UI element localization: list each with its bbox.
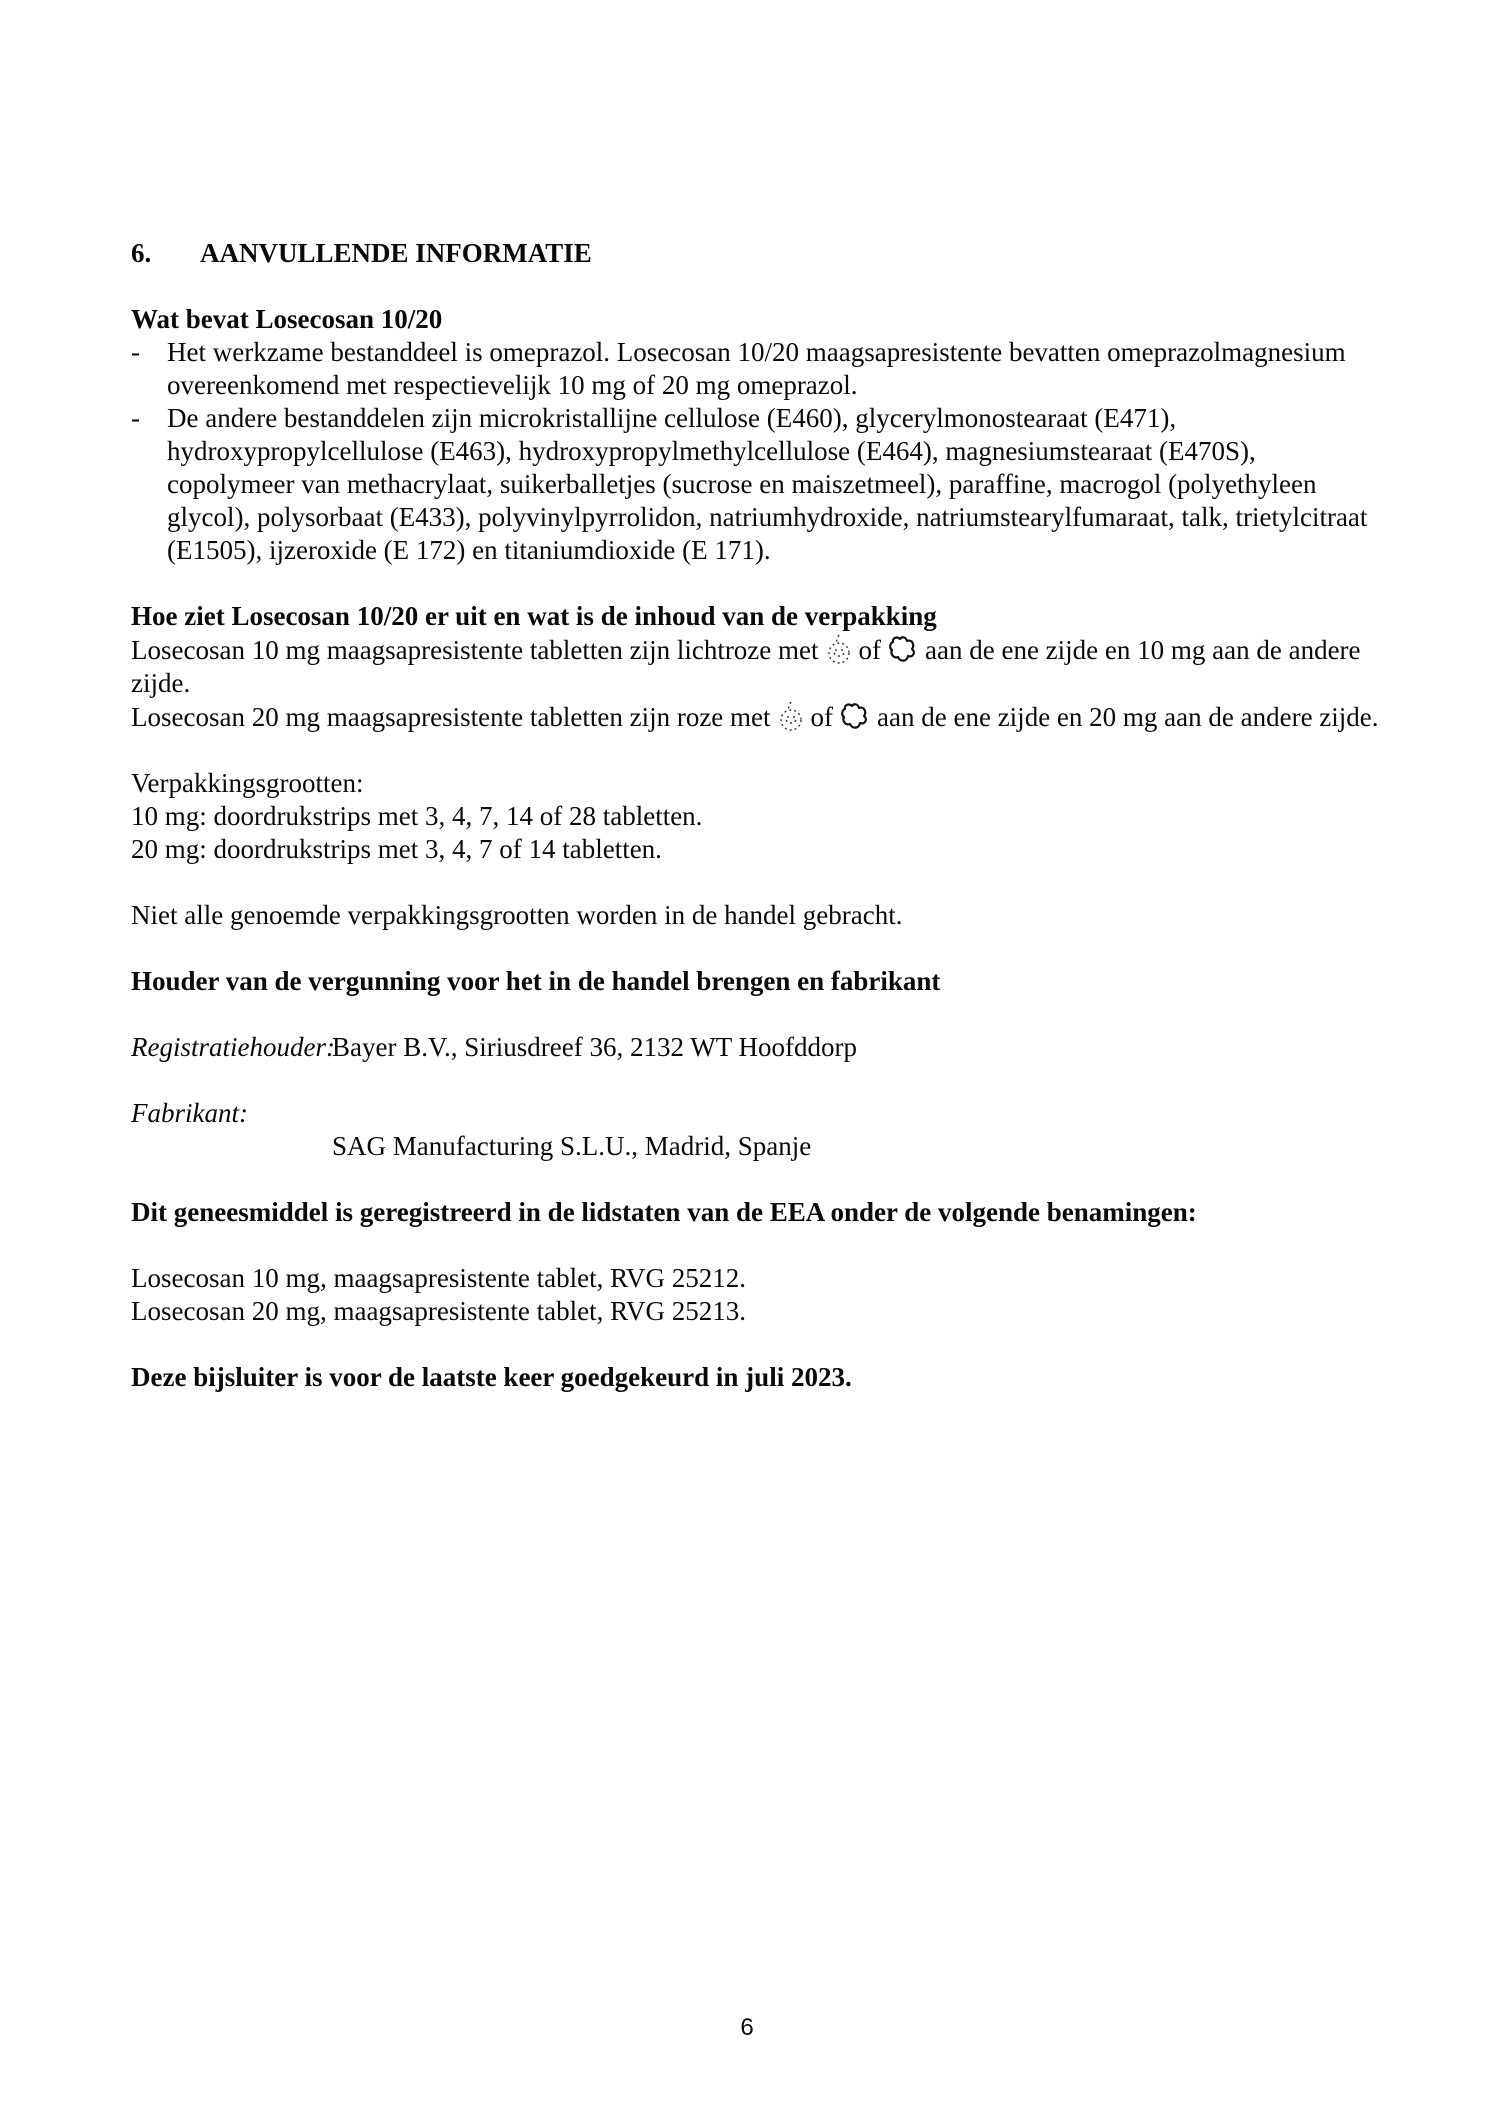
- eea-registrations-block: [131, 1262, 1383, 1328]
- appearance-10mg-after: aan de ene zijde en 10 mg aan de andere zijde.: [131, 635, 1361, 698]
- registration-holder-value: Bayer B.V., Siriusdreef 36, 2132 WT Hoofddorp: [332, 1032, 857, 1062]
- bullet-marker: -: [131, 337, 140, 367]
- appearance-20mg-after: aan de ene zijde en 20 mg aan de andere zijde.: [877, 702, 1379, 732]
- section-heading: [131, 237, 1383, 270]
- subheading-holder: Houder van de vergunning voor het in de handel brengen en fabrikant: [131, 966, 941, 996]
- tablet-logo-dotted-icon: [778, 700, 804, 732]
- subheading-eea: Dit geneesmiddel is geregistreerd in de lidstaten van de EEA onder de volgende benamingen:: [131, 1197, 1197, 1227]
- manufacturer-value: SAG Manufacturing S.L.U., Madrid, Spanje: [332, 1131, 812, 1161]
- eea-registration-10mg: Losecosan 10 mg, maagsapresistente tablet, RVG 25212.: [131, 1263, 746, 1293]
- manufacturer-block: [131, 1097, 1383, 1163]
- bullet-item-active-substance: [131, 336, 1383, 402]
- appearance-10mg-before: Losecosan 10 mg maagsapresistente tabletten zijn lichtroze met: [131, 635, 819, 665]
- appearance-10mg-sentence: [131, 633, 1383, 700]
- page-number: 6: [740, 2014, 754, 2041]
- pack-size-line-10mg: 10 mg: doordrukstrips met 3, 4, 7, 14 of 28 tabletten.: [131, 801, 703, 831]
- tablet-logo-outline-icon: [888, 635, 918, 665]
- subheading-hoe-ziet: Hoe ziet Losecosan 10/20 er uit en wat is de inhoud van de verpakking: [131, 601, 937, 631]
- section-number: 6.: [131, 238, 152, 268]
- approval-statement: Deze bijsluiter is voor de laatste keer goedgekeurd in juli 2023.: [131, 1362, 852, 1392]
- pack-sizes-note: Niet alle genoemde verpakkingsgrootten worden in de handel gebracht.: [131, 900, 903, 930]
- what-contains-block: [131, 303, 1383, 567]
- bullet-marker: -: [131, 403, 140, 433]
- manufacturer-label: Fabrikant:: [131, 1098, 248, 1128]
- appearance-20mg-sentence: [131, 700, 1383, 734]
- appearance-10mg-of: of: [858, 635, 882, 665]
- registration-holder-row: [131, 1031, 1383, 1064]
- page-content: [131, 237, 1383, 1394]
- section-title: AANVULLENDE INFORMATIE: [200, 238, 592, 268]
- bullet-text: Het werkzame bestanddeel is omeprazol. Losecosan 10/20 maagsapresistente bevatten omeprazolmagnesium overeenkomend met respectievelijk 10 mg of 20 mg omeprazol.: [167, 337, 1346, 400]
- appearance-20mg-of: of: [810, 702, 834, 732]
- registration-holder-label: Registratiehouder:: [131, 1032, 335, 1062]
- appearance-20mg-before: Losecosan 20 mg maagsapresistente tabletten zijn roze met: [131, 702, 771, 732]
- eea-registration-20mg: Losecosan 20 mg, maagsapresistente tablet, RVG 25213.: [131, 1296, 746, 1326]
- tablet-logo-outline-icon: [840, 702, 870, 732]
- tablet-logo-dotted-icon: [826, 633, 852, 665]
- bullet-item-other-ingredients: [131, 402, 1383, 567]
- pack-size-line-20mg: 20 mg: doordrukstrips met 3, 4, 7 of 14 tabletten.: [131, 834, 662, 864]
- appearance-block: [131, 600, 1383, 734]
- pack-sizes-block: [131, 767, 1383, 866]
- pack-sizes-heading: Verpakkingsgrootten:: [131, 768, 364, 798]
- bullet-text: De andere bestanddelen zijn microkristallijne cellulose (E460), glycerylmonostearaat (E471), hydroxypropylcellulose (E463), hydroxypropylmethylcellulose (E464), magnesiumstearaat (E470S), copolymeer van methacrylaat, suikerballetjes (sucrose en maiszetmeel), paraffine, macrogol (polyethyleen glycol), polysorbaat (E433), polyvinylpyrrolidon, natriumhydroxide, natriumstearylfumaraat, talk, trietylcitraat (E1505), ijzeroxide (E 172) en titaniumdioxide (E 171).: [167, 403, 1368, 565]
- subheading-wat-bevat: Wat bevat Losecosan 10/20: [131, 304, 443, 334]
